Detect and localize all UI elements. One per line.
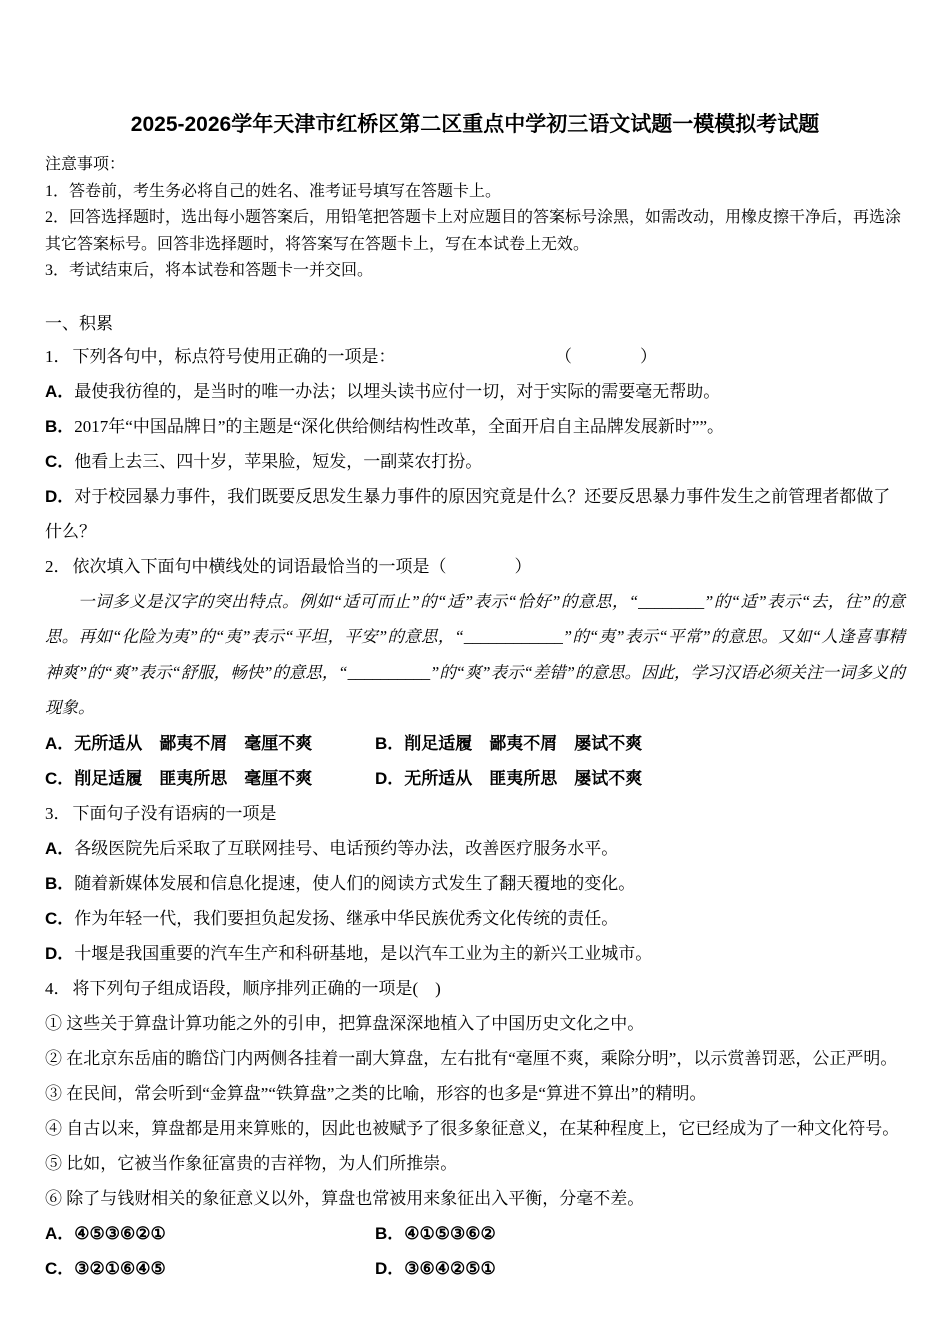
- question-2-passage: 一词多义是汉字的突出特点。例如“适可而止”的“适”表示“恰好”的意思，“________”的“适”表示“去，往”的意思。再如“化险为夷”的“夷”表示“平坦，平安”的意思，“____________”的“夷”表示“平常”的意思。又如“人逢喜事精神爽”的“爽”表示“舒服，畅快”的意思，“__________”的“爽”表示“差错”的意思。因此，学习汉语必须关注一词多义的现象。: [45, 591, 905, 717]
- question-4-option-row-1: [45, 1216, 905, 1251]
- option-letter: D．: [45, 486, 75, 506]
- question-3-option-c: [45, 901, 905, 936]
- question-1-stem-text: 下列各句中，标点符号使用正确的一项是：: [72, 346, 396, 366]
- option-letter: D．: [45, 943, 75, 963]
- question-3-stem: [45, 796, 905, 831]
- option-letter: B．: [375, 733, 405, 753]
- page-title: 2025-2026学年天津市红桥区第二区重点中学初三语文试题一模模拟考试题: [130, 113, 820, 136]
- option-text: 无所适从 匪夷所思 屡试不爽: [404, 768, 643, 788]
- notice-item-3: 3．考试结束后，将本试卷和答题卡一并交回。: [45, 262, 374, 279]
- option-text: 无所适从 鄙夷不屑 毫厘不爽: [74, 733, 313, 753]
- question-1-number: 1．: [45, 346, 71, 366]
- question-1-option-c: [45, 444, 905, 479]
- question-4-sentence-2: ② 在北京东岳庙的瞻岱门内两侧各挂着一副大算盘，左右批有“毫厘不爽，乘除分明”，以示赏善罚恶，公正严明。: [45, 1048, 898, 1068]
- question-2-stem: [45, 549, 905, 584]
- option-text: 最使我彷徨的，是当时的唯一办法；以埋头读书应付一切，对于实际的需要毫无帮助。: [74, 381, 721, 401]
- option-letter: A．: [45, 381, 75, 401]
- option-text: 十堰是我国重要的汽车生产和科研基地，是以汽车工业为主的新兴工业城市。: [74, 943, 653, 963]
- notice-item-1: 1．答卷前，考生务必将自己的姓名、准考证号填写在答题卡上。: [45, 182, 502, 200]
- question-1-stem: [45, 339, 905, 374]
- question-4-option-b: [375, 1216, 705, 1251]
- question-4-stem: [45, 971, 905, 1006]
- notice-section: [45, 152, 905, 285]
- option-letter: C．: [45, 768, 75, 788]
- option-letter: C．: [45, 451, 75, 471]
- question-4-sentence-3: ③ 在民间，常会听到“金算盘”“铁算盘”之类的比喻，形容的也多是“算进不算出”的精明。: [45, 1083, 707, 1103]
- question-4-option-d: [375, 1251, 705, 1286]
- question-2-option-d: [375, 761, 705, 796]
- option-letter: B．: [375, 1223, 405, 1243]
- option-letter: D．: [375, 768, 405, 788]
- question-3-number: 3．: [45, 803, 71, 823]
- option-text: 对于校园暴力事件，我们既要反思发生暴力事件的原因究竟是什么？还要反思暴力事件发生之前管理者都做了什么？: [45, 486, 891, 541]
- question-4-option-row-2: [45, 1251, 905, 1286]
- question-4: [45, 971, 905, 1286]
- question-3-stem-text: 下面句子没有语病的一项是: [72, 803, 277, 823]
- notice-header: 注意事项：: [45, 156, 126, 173]
- option-text: ④⑤③⑥②①: [74, 1223, 166, 1243]
- option-letter: A．: [45, 1223, 75, 1243]
- option-letter: C．: [45, 908, 75, 928]
- option-letter: B．: [45, 873, 75, 893]
- question-2-option-b: [375, 726, 705, 761]
- notice-item-2: 2．回答选择题时，选出每小题答案后，用铅笔把答题卡上对应题目的答案标号涂黑，如需改动，用橡皮擦干净后，再选涂其它答案标号。回答非选择题时，将答案写在答题卡上，写在本试卷上无效。: [45, 209, 902, 253]
- question-1-answer-bracket: （ ）: [563, 346, 657, 366]
- question-2: [45, 549, 905, 796]
- question-4-option-a: [45, 1216, 375, 1251]
- option-letter: B．: [45, 416, 75, 436]
- option-text: 作为年轻一代，我们要担负起发扬、继承中华民族优秀文化传统的责任。: [74, 908, 619, 928]
- question-3-option-a: [45, 831, 905, 866]
- option-letter: D．: [375, 1258, 405, 1278]
- question-4-stem-text: 将下列句子组成语段，顺序排列正确的一项是( ): [72, 978, 441, 998]
- option-text: 削足适履 鄙夷不屑 屡试不爽: [404, 733, 643, 753]
- option-letter: C．: [45, 1258, 75, 1278]
- option-text: 他看上去三、四十岁，苹果脸，短发，一副菜农打扮。: [74, 451, 483, 471]
- question-3-option-b: [45, 866, 905, 901]
- section-heading: 一、积累: [45, 313, 113, 333]
- option-letter: A．: [45, 733, 75, 753]
- option-text: 各级医院先后采取了互联网挂号、电话预约等办法，改善医疗服务水平。: [74, 838, 619, 858]
- option-text: 2017年“中国品牌日”的主题是“深化供给侧结构性改革，全面开启自主品牌发展新时””。: [74, 416, 725, 436]
- option-text: ④①⑤③⑥②: [404, 1223, 496, 1243]
- question-1: [45, 339, 905, 549]
- question-4-number: 4．: [45, 978, 71, 998]
- option-text: ③⑥④②⑤①: [404, 1258, 496, 1278]
- question-4-sentence-6: ⑥ 除了与钱财相关的象征意义以外，算盘也常被用来象征出入平衡，分毫不差。: [45, 1188, 645, 1208]
- question-2-option-c: [45, 761, 375, 796]
- question-1-option-b: [45, 409, 905, 444]
- option-text: ③②①⑥④⑤: [74, 1258, 166, 1278]
- question-3-option-d: [45, 936, 905, 971]
- question-2-option-row-1: [45, 726, 905, 761]
- question-2-option-a: [45, 726, 375, 761]
- question-2-number: 2．: [45, 556, 71, 576]
- question-4-sentence-1: ① 这些关于算盘计算功能之外的引申，把算盘深深地植入了中国历史文化之中。: [45, 1013, 645, 1033]
- question-4-option-c: [45, 1251, 375, 1286]
- question-2-stem-text: 依次填入下面句中横线处的词语最恰当的一项是（ ）: [72, 556, 532, 576]
- question-4-sentence-5: ⑤ 比如，它被当作象征富贵的吉祥物，为人们所推崇。: [45, 1153, 458, 1173]
- option-text: 削足适履 匪夷所思 毫厘不爽: [74, 768, 313, 788]
- option-text: 随着新媒体发展和信息化提速，使人们的阅读方式发生了翻天覆地的变化。: [74, 873, 636, 893]
- question-1-option-d: [45, 479, 905, 549]
- option-letter: A．: [45, 838, 75, 858]
- question-1-option-a: [45, 374, 905, 409]
- question-3: [45, 796, 905, 971]
- question-2-option-row-2: [45, 761, 905, 796]
- question-4-sentence-4: ④ 自古以来，算盘都是用来算账的，因此也被赋予了很多象征意义，在某种程度上，它已经成为了一种文化符号。: [45, 1118, 900, 1138]
